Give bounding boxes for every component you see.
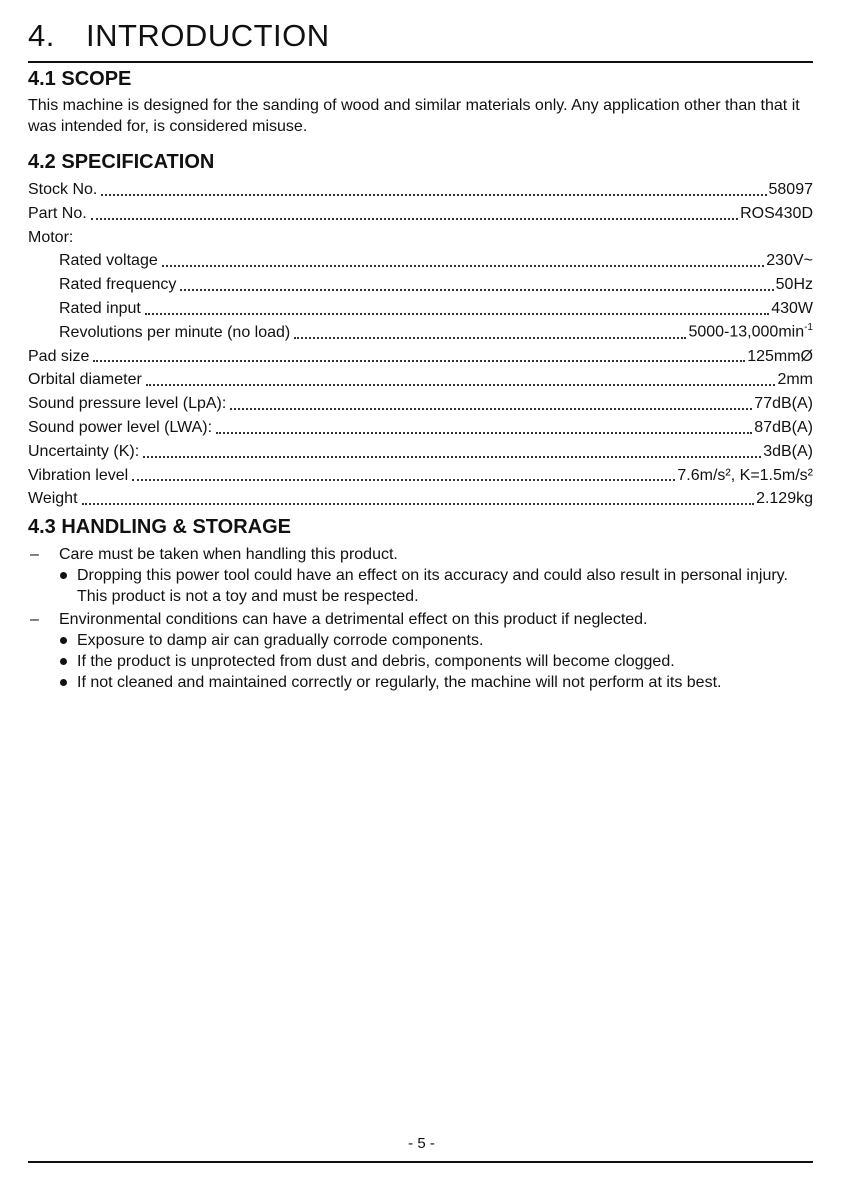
- page-number: - 5 -: [408, 1135, 435, 1152]
- page-content: [28, 66, 813, 693]
- handling-group: [28, 544, 813, 607]
- dot-leader: [143, 456, 761, 458]
- spec-value: [777, 368, 813, 392]
- bullet-item: [28, 651, 813, 672]
- bullet-icon: [60, 658, 67, 665]
- dot-leader: [162, 265, 765, 267]
- spec-value-text: 7.6m/s², K=1.5m/s²: [677, 466, 813, 484]
- spec-value: [769, 178, 814, 202]
- bottom-divider: [28, 1161, 813, 1163]
- spec-value-text: ROS430D: [740, 204, 813, 222]
- spec-row: [28, 321, 813, 345]
- dot-leader: [82, 503, 755, 505]
- dot-leader: [132, 479, 675, 481]
- spec-row: [28, 249, 813, 273]
- spec-label: Orbital diameter: [28, 371, 142, 389]
- specification-heading: 4.2 SPECIFICATION: [28, 151, 215, 173]
- dot-leader: [216, 432, 752, 434]
- spec-value-text: 58097: [768, 181, 813, 198]
- spec-value-text: 77dB(A): [754, 395, 813, 413]
- handling-heading: 4.3 HANDLING & STORAGE: [28, 516, 291, 539]
- spec-value: [747, 345, 813, 369]
- specification-list: [28, 178, 813, 511]
- spec-label: Sound power level (LWA):: [28, 418, 213, 436]
- spec-label: Motor:: [28, 228, 74, 246]
- spec-row: [28, 178, 813, 202]
- dash-item: [28, 609, 813, 630]
- bullet-icon: [60, 679, 67, 686]
- spec-value-text: 50Hz: [775, 276, 813, 294]
- spec-row: [28, 392, 813, 416]
- spec-row: [28, 345, 813, 369]
- spec-value: [677, 464, 813, 488]
- scope-section: [28, 66, 813, 137]
- spec-value-text: 125mmØ: [747, 347, 813, 365]
- spec-row: [28, 226, 813, 250]
- spec-value: [776, 273, 813, 297]
- spec-value: [763, 440, 813, 464]
- spec-row: [28, 464, 813, 488]
- page-title: [28, 18, 330, 54]
- spec-row: [28, 416, 813, 440]
- dot-leader: [180, 289, 773, 291]
- dot-leader: [91, 218, 738, 220]
- spec-row: [28, 487, 813, 511]
- spec-value: [756, 487, 813, 511]
- spec-row: [28, 202, 813, 226]
- dot-leader: [146, 384, 776, 386]
- bullet-list: [28, 565, 813, 607]
- dash-item-text: Care must be taken when handling this product.: [59, 546, 398, 564]
- dot-leader: [294, 337, 686, 339]
- spec-label: Revolutions per minute (no load): [59, 323, 291, 341]
- bullet-text: Dropping this power tool could have an effect on its accuracy and could also result in personal injury. This product is not a toy and must be respected.: [77, 567, 788, 606]
- spec-label: Rated frequency: [59, 276, 177, 294]
- spec-value-text: 3dB(A): [763, 442, 813, 460]
- spec-value: [754, 392, 813, 416]
- spec-label: Sound pressure level (LpA):: [28, 395, 227, 413]
- dot-leader: [230, 408, 752, 410]
- spec-label: Uncertainty (K):: [28, 442, 140, 460]
- spec-value: [688, 316, 813, 344]
- spec-label: Pad size: [28, 347, 90, 365]
- handling-section: [28, 514, 813, 693]
- bullet-text: Exposure to damp air can gradually corrode components.: [77, 632, 484, 650]
- spec-label: Rated input: [59, 299, 141, 317]
- bullet-icon: [60, 572, 67, 579]
- dash-marker: –: [30, 611, 39, 629]
- scope-heading: 4.1 SCOPE: [28, 68, 132, 90]
- spec-label: Rated voltage: [59, 252, 158, 270]
- bullet-item: [28, 672, 813, 693]
- spec-value-text: 430W: [771, 299, 813, 317]
- spec-value-text: 5000-13,000min: [688, 323, 805, 341]
- spec-value: [740, 202, 813, 226]
- spec-value-text: 87dB(A): [754, 418, 813, 436]
- bullet-item: [28, 630, 813, 651]
- spec-label: Vibration level: [28, 466, 129, 484]
- bullet-icon: [60, 637, 67, 644]
- handling-group: [28, 609, 813, 693]
- spec-row: [28, 368, 813, 392]
- dot-leader: [93, 360, 745, 362]
- dash-marker: –: [30, 546, 39, 564]
- dot-leader: [145, 313, 769, 315]
- dot-leader: [101, 194, 766, 196]
- bullet-text: If not cleaned and maintained correctly or regularly, the machine will not perform at its best.: [77, 674, 722, 692]
- bullet-item: [28, 565, 813, 607]
- top-divider: [28, 61, 813, 63]
- section-number: 4.: [28, 18, 55, 53]
- spec-row: [28, 440, 813, 464]
- spec-value: [766, 249, 813, 273]
- scope-text: This machine is designed for the sanding of wood and similar materials only. Any application other than that it was intended for, is considered misuse.: [28, 97, 800, 135]
- specification-section: [28, 149, 813, 511]
- spec-value: [754, 416, 813, 440]
- spec-value-text: 230V~: [766, 252, 813, 270]
- spec-value-text: 2.129kg: [756, 490, 813, 508]
- bullet-text: If the product is unprotected from dust and debris, components will become clogged.: [77, 653, 675, 671]
- spec-value-superscript: -1: [804, 322, 813, 334]
- spec-label: Weight: [28, 490, 78, 508]
- spec-label: Stock No.: [28, 181, 98, 198]
- section-title: INTRODUCTION: [86, 18, 330, 53]
- handling-list: [28, 544, 813, 693]
- spec-row: [28, 273, 813, 297]
- spec-value-text: 2mm: [777, 371, 813, 389]
- bullet-list: [28, 630, 813, 693]
- dash-item: [28, 544, 813, 565]
- dash-item-text: Environmental conditions can have a detrimental effect on this product if neglected.: [59, 611, 648, 629]
- spec-label: Part No.: [28, 204, 87, 222]
